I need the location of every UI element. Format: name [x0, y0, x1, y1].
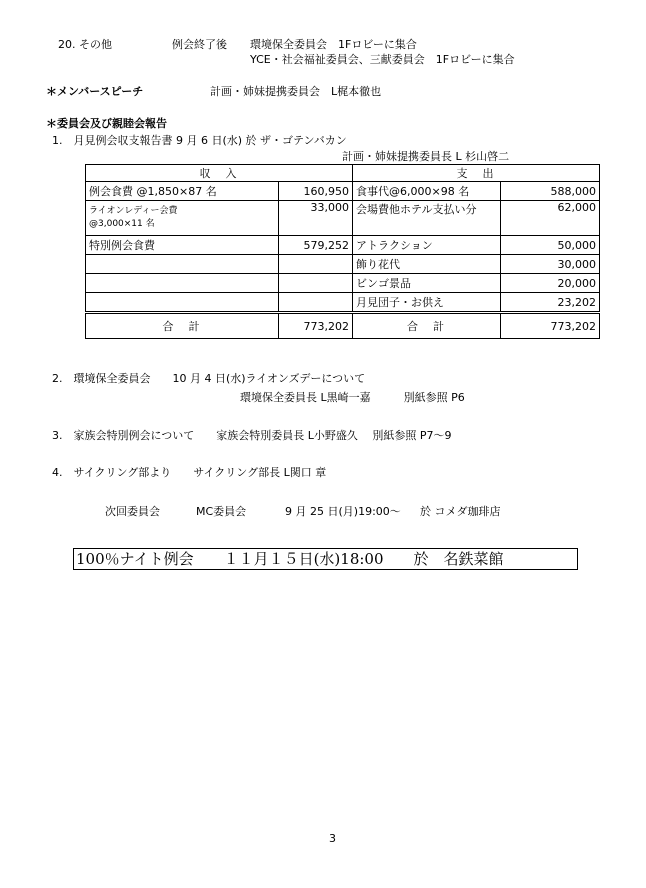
expense-label: アトラクション [353, 236, 501, 255]
night-meeting-banner: 100％ナイト例会 １１月１５日(水)18:00 於 名鉄菜館 [73, 548, 578, 570]
income-label [86, 274, 279, 293]
income-label [86, 255, 279, 274]
expense-label: 食事代@6,000×98 名 [353, 182, 501, 201]
income-label-cell [86, 201, 279, 236]
table-row [86, 236, 600, 255]
income-label [86, 293, 279, 313]
expense-label: ビンゴ景品 [353, 274, 501, 293]
member-speech-detail: 計画・姉妹提携委員会 L梶本徹也 [210, 85, 382, 98]
report-1-line: 1. 月見例会収支報告書 9 月 6 日(水) 於 ザ・ゴテンバカン [52, 134, 347, 147]
income-value [279, 293, 353, 313]
next-meeting-place: 於 コメダ珈琲店 [420, 505, 501, 518]
income-total-label: 合 計 [86, 313, 279, 339]
next-meeting-datetime: 9 月 25 日(月)19:00～ [285, 505, 401, 518]
table-row [86, 274, 600, 293]
expense-value: 30,000 [501, 255, 600, 274]
report-1-person: 計画・姉妹提携委員長 L 杉山啓二 [342, 150, 510, 163]
committee-reports-heading: ＊委員会及び親睦会報告 [46, 117, 167, 130]
item-20-number: 20. その他 [58, 38, 112, 51]
expense-label: 月見団子・お供え [353, 293, 501, 313]
income-expense-table [85, 164, 600, 339]
item-20-timing: 例会終了後 [172, 38, 227, 51]
expense-value: 588,000 [501, 182, 600, 201]
expense-header: 支 出 [353, 165, 600, 182]
income-label: 特別例会食費 [86, 236, 279, 255]
report-2-line: 2. 環境保全委員会 10 月 4 日(水)ライオンズデーについて [52, 372, 366, 385]
report-4-line: 4. サイクリング部より サイクリング部長 L関口 章 [52, 466, 327, 479]
income-label: ライオンレディー会費 [89, 206, 178, 216]
expense-label: 飾り花代 [353, 255, 501, 274]
report-3-line: 3. 家族会特別例会について 家族会特別委員長 L小野盛久 別紙参照 P7～9 [52, 429, 452, 442]
table-header-row [86, 165, 600, 182]
report-2-detail: 環境保全委員長 L黒崎一嘉 別紙参照 P6 [240, 391, 465, 404]
income-sublabel: @3,000×11 名 [89, 219, 155, 229]
table-row [86, 182, 600, 201]
income-label: 例会食費 @1,850×87 名 [86, 182, 279, 201]
income-value [279, 255, 353, 274]
page-number: 3 [329, 832, 336, 845]
expense-value: 20,000 [501, 274, 600, 293]
next-meeting-committee: MC委員会 [196, 505, 247, 518]
table-row [86, 201, 600, 236]
income-value: 579,252 [279, 236, 353, 255]
income-header: 収 入 [86, 165, 353, 182]
income-value: 33,000 [279, 201, 353, 236]
expense-value: 62,000 [501, 201, 600, 236]
expense-label: 会場費他ホテル支払い分 [353, 201, 501, 236]
item-20-line1: 環境保全委員会 1Fロビーに集合 [250, 38, 417, 51]
table-total-row [86, 313, 600, 339]
income-total-value: 773,202 [279, 313, 353, 339]
income-value: 160,950 [279, 182, 353, 201]
expense-total-label: 合 計 [353, 313, 501, 339]
income-value [279, 274, 353, 293]
table-row [86, 293, 600, 313]
expense-total-value: 773,202 [501, 313, 600, 339]
next-meeting-label: 次回委員会 [105, 505, 160, 518]
expense-value: 50,000 [501, 236, 600, 255]
item-20-line2: YCE・社会福祉委員会、三献委員会 1Fロビーに集合 [250, 53, 515, 66]
member-speech-heading: ＊メンバースピーチ [46, 85, 144, 98]
expense-value: 23,202 [501, 293, 600, 313]
table-row [86, 255, 600, 274]
